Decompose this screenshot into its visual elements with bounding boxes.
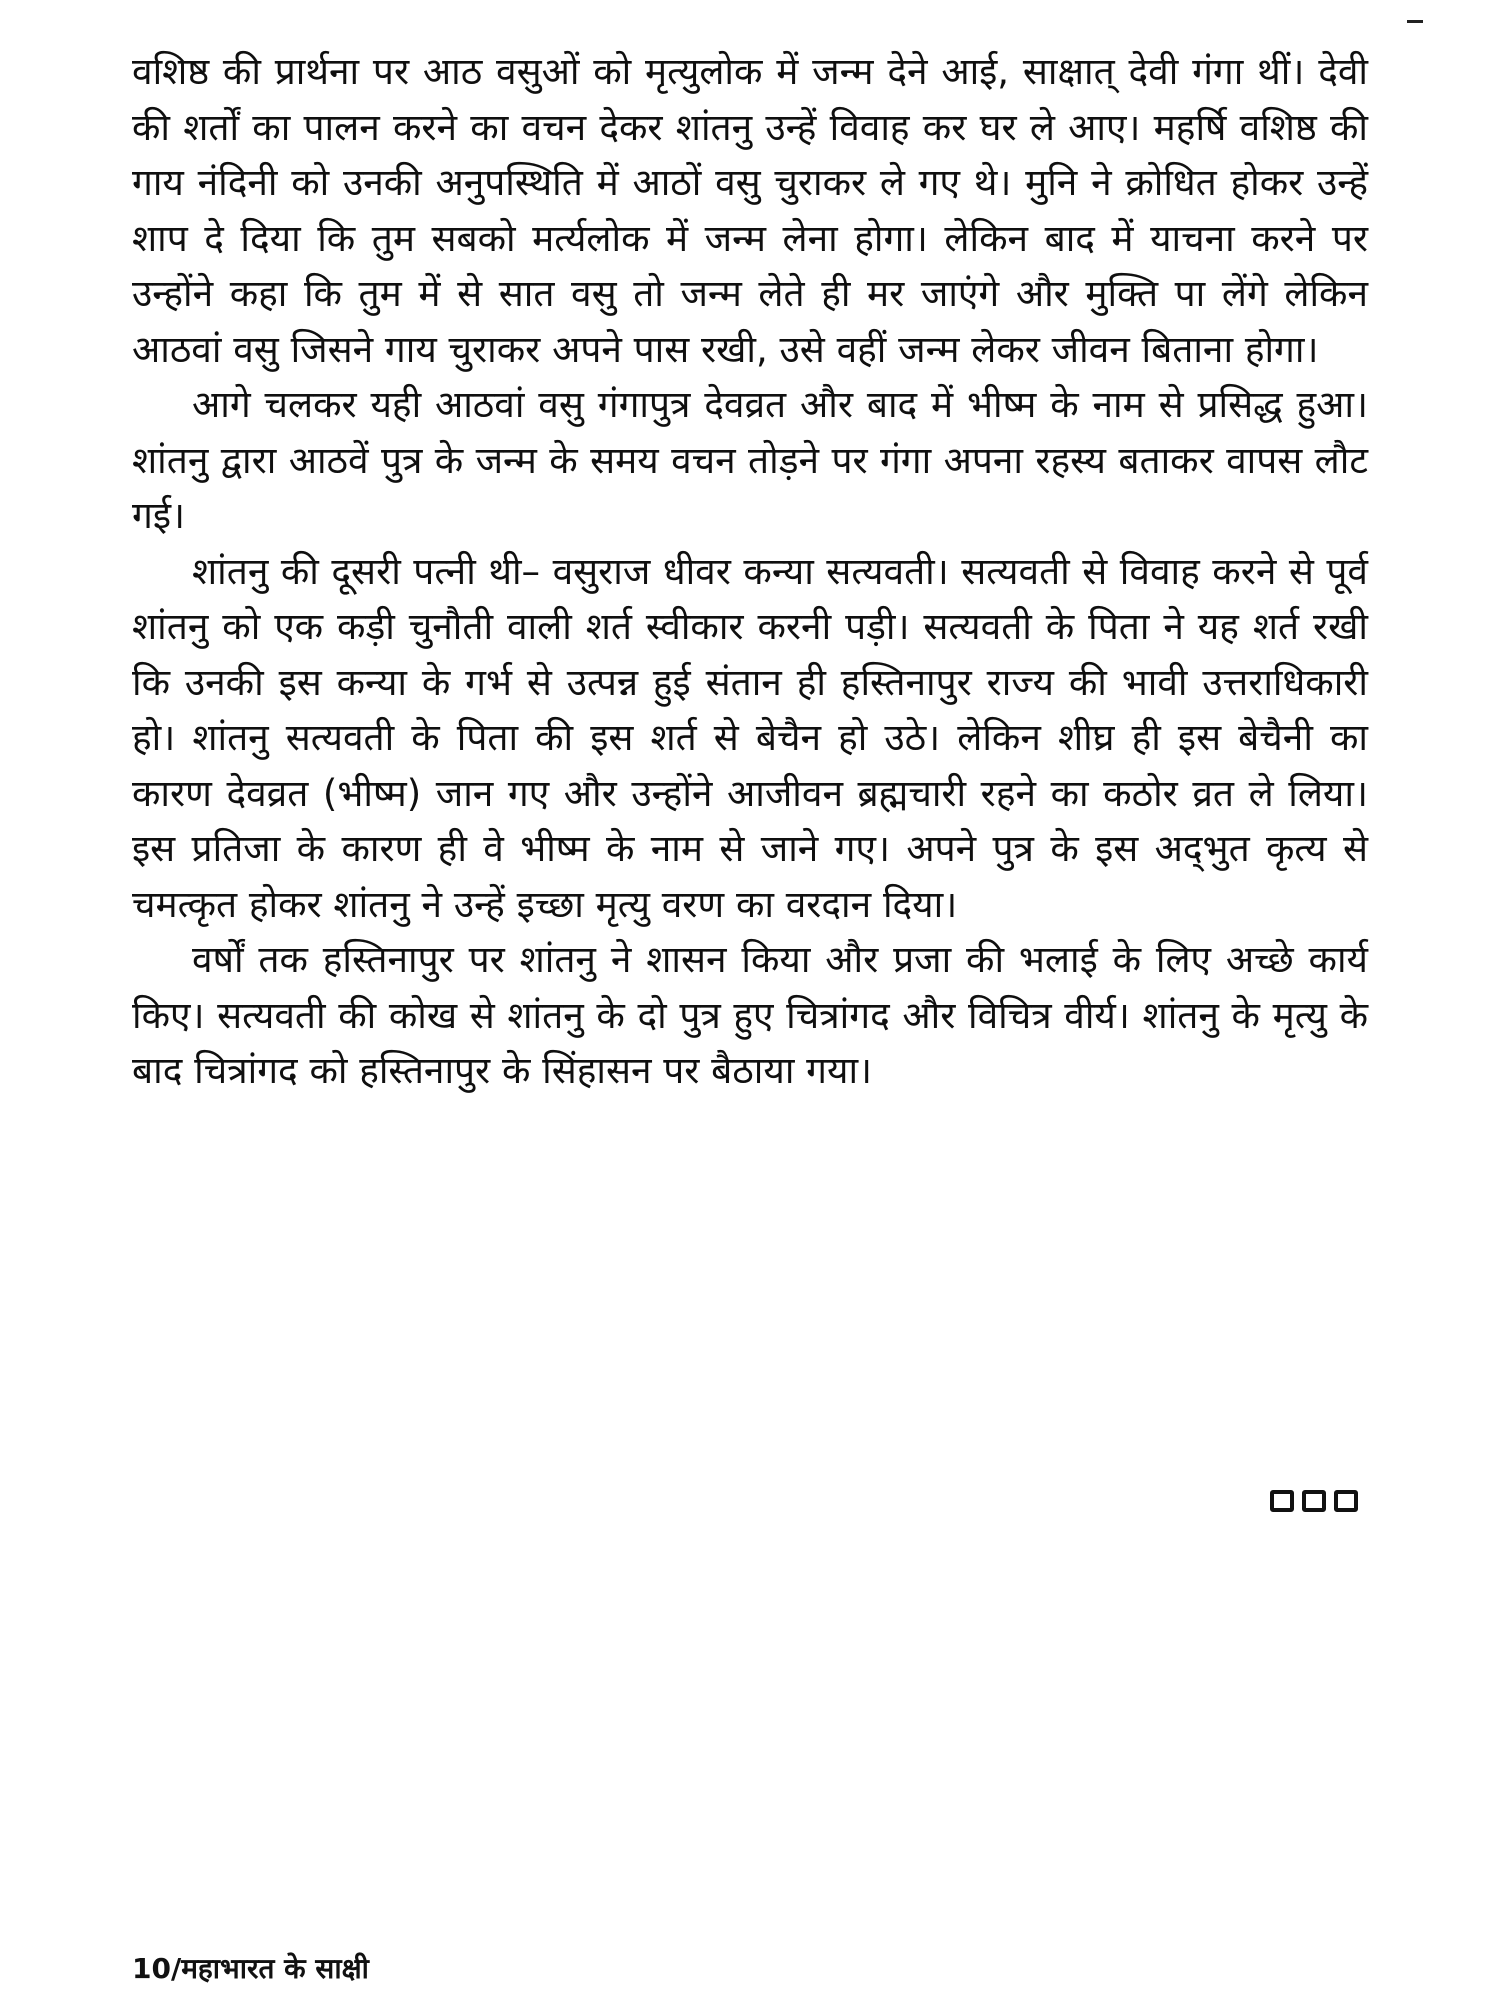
page-footer: 10/महाभारत के साक्षी (132, 1952, 369, 1985)
paragraph-1: वशिष्ठ की प्रार्थना पर आठ वसुओं को मृत्युलोक में जन्म देने आई, साक्षात् देवी गंगा थीं। देवी की शर्तों का पालन करने का वचन देकर शांतनु उन्हें विवाह कर घर ले आए। महर्षि वशिष्ठ की गाय नंदिनी को उनकी अनुपस्थिति में आठों वसु चुराकर ले गए थे। मुनि ने क्रोधित होकर उन्हें शाप दे दिया कि तुम सबको मर्त्यलोक में जन्म लेना होगा। लेकिन बाद में याचना करने पर उन्होंने कहा कि तुम में से सात वसु तो जन्म लेते ही मर जाएंगे और मुक्ति पा लेंगे लेकिन आठवां वसु जिसने गाय चुराकर अपने पास रखी, उसे वहीं जन्म लेकर जीवन बिताना होगा। (132, 50, 1368, 371)
end-box-icon (1302, 1490, 1326, 1512)
paragraph-3: शांतनु की दूसरी पत्नी थी– वसुराज धीवर कन्या सत्यवती। सत्यवती से विवाह करने से पूर्व शांतनु को एक कड़ी चुनौती वाली शर्त स्वीकार करनी पड़ी। सत्यवती के पिता ने यह शर्त रखी कि उनकी इस कन्या के गर्भ से उत्पन्न हुई संतान ही हस्तिनापुर राज्य की भावी उत्तराधिकारी हो। शांतनु सत्यवती के पिता की इस शर्त से बेचैन हो उठे। लेकिन शीघ्र ही इस बेचैनी का कारण देवव्रत (भीष्म) जान गए और उन्होंने आजीवन ब्रह्मचारी रहने का कठोर व्रत ले लिया। इस प्रतिजा के कारण ही वे भीष्म के नाम से जाने गए। अपने पुत्र के इस अद्‌भुत कृत्य से चमत्कृत होकर शांतनु ने उन्हें इच्छा मृत्यु वरण का वरदान दिया। (132, 549, 1368, 926)
section-end-mark (1270, 1490, 1358, 1512)
margin-dash (1407, 20, 1423, 23)
end-box-icon (1334, 1490, 1358, 1512)
body-text (132, 44, 1368, 1099)
end-box-icon (1270, 1490, 1294, 1512)
paragraph-4: वर्षों तक हस्तिनापुर पर शांतनु ने शासन किया और प्रजा की भलाई के लिए अच्छे कार्य किए। सत्यवती की कोख से शांतनु के दो पुत्र हुए चित्रांगद और विचित्र वीर्य। शांतनु के मृत्यु के बाद चित्रांगद को हस्तिनापुर के सिंहासन पर बैठाया गया। (132, 938, 1368, 1092)
paragraph-2: आगे चलकर यही आठवां वसु गंगापुत्र देवव्रत और बाद में भीष्म के नाम से प्रसिद्ध हुआ। शांतनु द्वारा आठवें पुत्र के जन्म के समय वचन तोड़ने पर गंगा अपना रहस्य बताकर वापस लौट गई। (132, 383, 1368, 537)
